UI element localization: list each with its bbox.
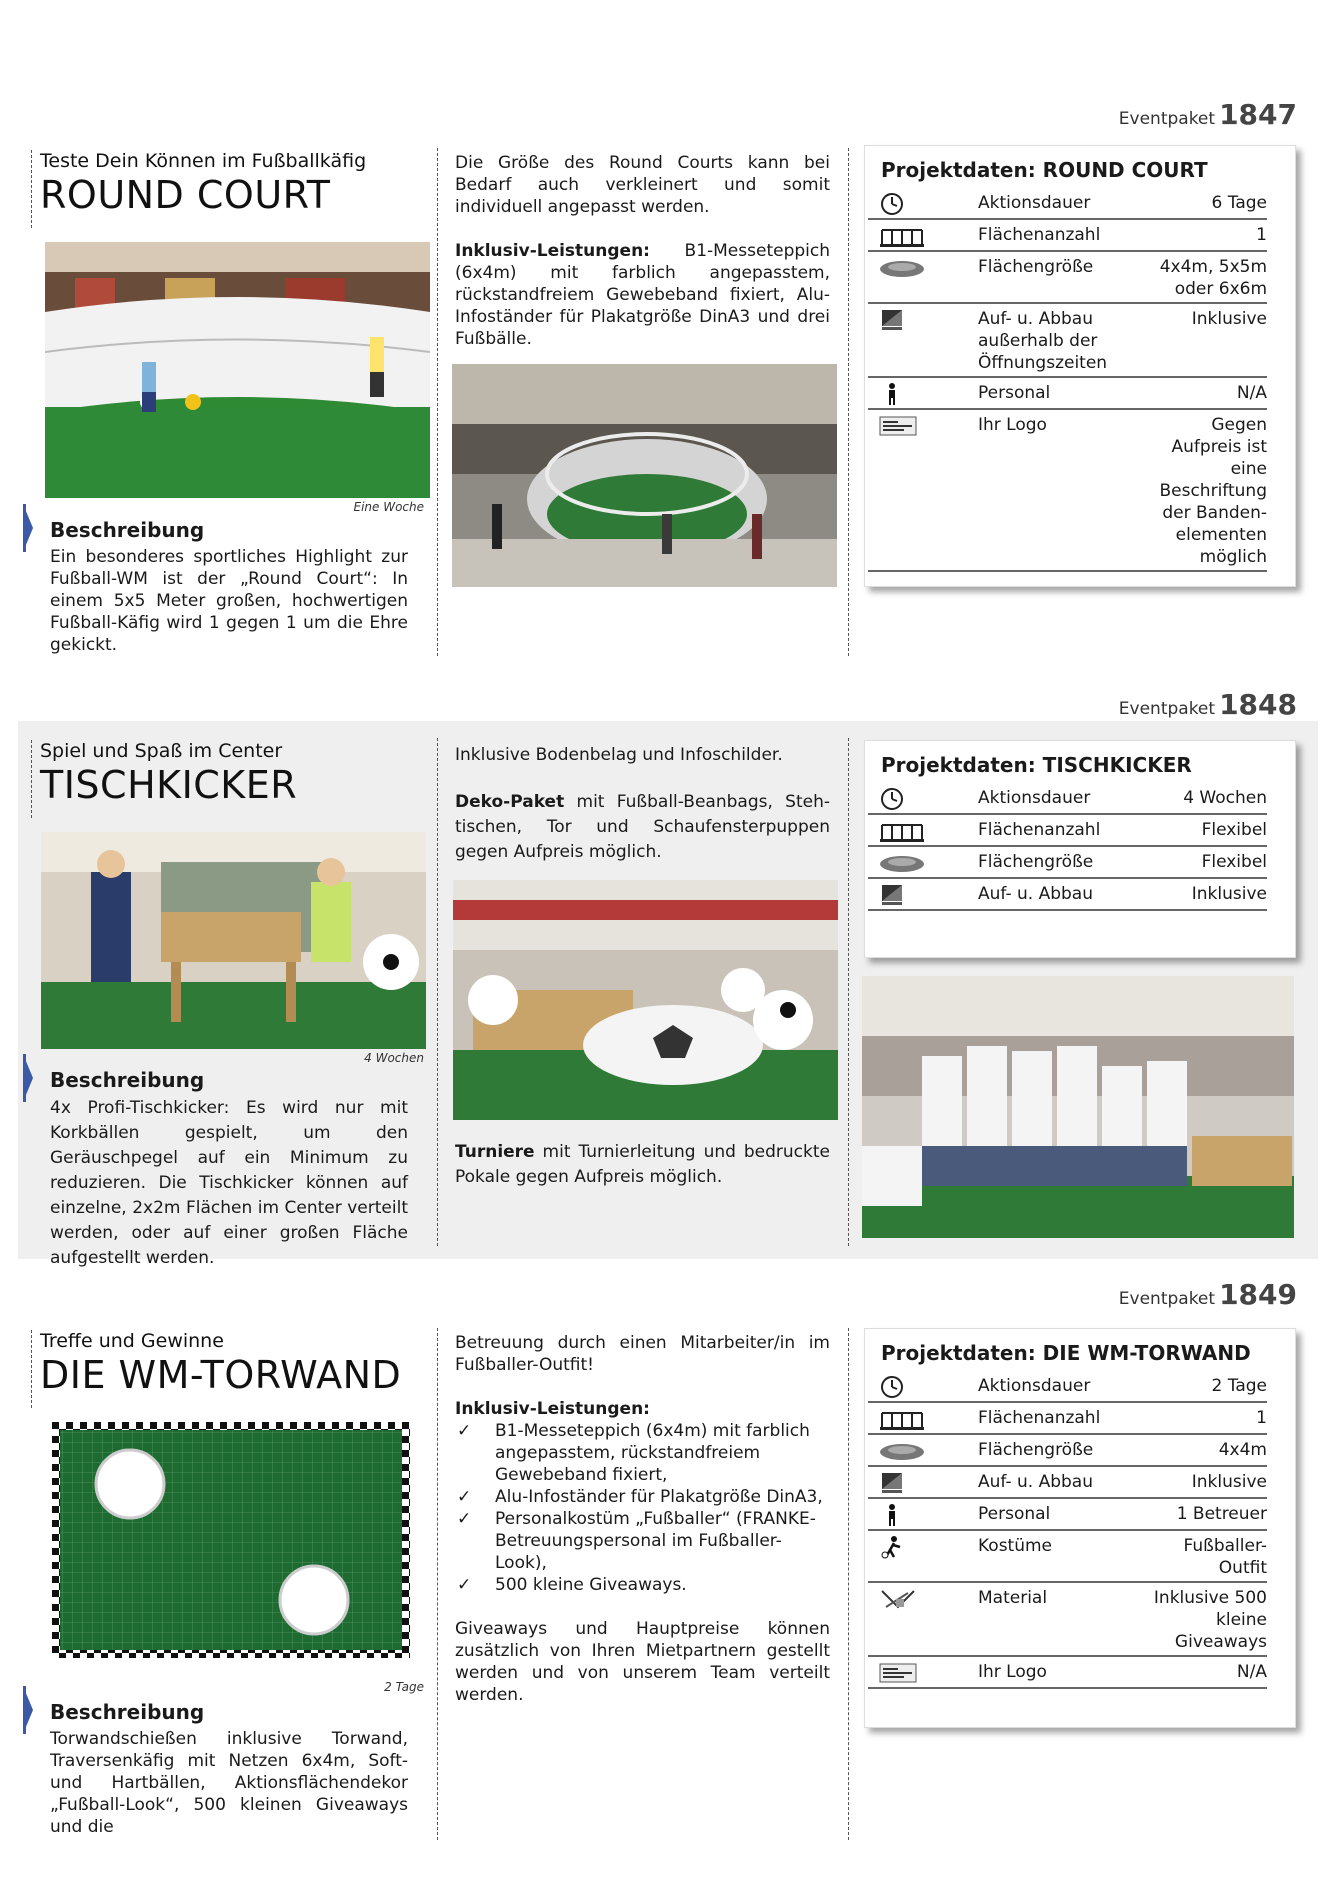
column-divider [437,738,438,1246]
row-value: 4x4m [1218,1440,1267,1460]
description-block [50,518,408,656]
column-divider [437,1328,438,1840]
photo-caption: 2 Tage [384,1680,424,1694]
setup-icon [868,308,978,332]
row-label: Material [978,1588,1048,1608]
data-row [868,188,1267,220]
list-item: ✓ Personalkostüm „Fußballer“ (FRANKE-Betreuungspersonal im Fußballer-Look), [455,1508,830,1574]
column-divider [848,1328,849,1840]
project-data-card [864,1328,1296,1728]
photo-caption: 4 Wochen [364,1051,424,1065]
description-text: 4x Profi-Tischkicker: Es wird nur mit Korkbällen gespielt, um den Geräuschpegel auf ein Minimum zu reduzieren. Die Tischkicker können auf einzelne, 2x2m Flächen im Center verteilt werden, oder auf einer großen Fläche aufgestellt werden. [50,1098,408,1268]
column-divider [848,148,849,656]
row-value: Inklusive 500 kleine Giveaways [1153,1588,1267,1652]
logo-icon [868,414,978,438]
row-label: Ihr Logo [978,415,1047,435]
package-title-block [31,1330,440,1408]
package-label: Eventpaket [1118,109,1216,129]
row-label: Flächengröße [978,852,1094,872]
row-value: 1 [1256,225,1267,245]
package-header [1119,98,1297,131]
round-court-mall-photo [452,364,837,587]
section-marker [23,1054,33,1102]
package-number: 1848 [1219,688,1297,721]
row-value: Gegen Aufpreis ist eine Beschriftung der Banden-elementen möglich [1159,415,1267,567]
description-text: Ein besonderes sportliches Highlight zur Fußball-WM ist der „Round Court“: In einem 5x5 Meter großen, hochwertigen Fußball-Käfig wird 1 gegen 1 um die Ehre gekickt. [50,547,408,655]
package-subtitle: Spiel und Spaß im Center [40,740,283,762]
data-row [868,1583,1267,1657]
area-count-icon [868,224,978,248]
data-row [868,1403,1267,1435]
area-size-icon [868,256,978,280]
area-size-icon [868,851,978,875]
person-icon [868,382,978,406]
row-label: Aktionsdauer [978,1376,1091,1396]
tischkicker-photo [41,832,426,1049]
row-value: N/A [1236,1662,1267,1682]
middle-column [455,152,830,350]
package-subtitle: Treffe und Gewinne [40,1330,224,1352]
info-paragraph: Die Größe des Round Courts kann bei Bedarf auch verkleinert und somit individuell angepasst werden. [455,153,830,217]
project-data-card [864,145,1296,587]
clock-icon [868,1375,978,1399]
info-paragraph: Betreuung durch einen Mitarbeiter/in im Fußballer-Outfit! [455,1333,830,1375]
row-label: Auf- u. Abbau [978,884,1093,904]
project-data-card [864,740,1296,958]
card-title: Projektdaten: ROUND COURT [881,158,1208,182]
data-row [868,879,1267,911]
torwand-illustration [52,1422,410,1658]
photo-caption: Eine Woche [353,500,424,514]
row-value: 1 [1256,1408,1267,1428]
clock-icon [868,787,978,811]
info-paragraph: Inklusive Bodenbelag und Infoschilder. [455,745,783,765]
giveaways-paragraph: Giveaways und Hauptpreise können zusätzlich von Ihren Mietpartnern gestellt werden und von unserem Team verteilt werden. [455,1619,830,1705]
inclusive-text: B1-Messeteppich (6x4m) mit farblich angepasstem, rückstandfreiem Gewebeband fixiert, Alu-Infoständer für Plakatgröße DinA3 und drei Fußbälle. [455,241,830,349]
card-title: Projektdaten: TISCHKICKER [881,753,1192,777]
area-size-icon [868,1439,978,1463]
description-block [50,1700,408,1838]
row-label: Kostüme [978,1536,1053,1556]
package-title: TISCHKICKER [40,763,298,807]
setup-icon [868,883,978,907]
row-value: 2 Tage [1211,1376,1267,1396]
data-row [868,815,1267,847]
deko-text: mit Fußball-Beanbags, Steh-tischen, Tor und Schaufensterpuppen gegen Aufpreis möglich. [455,792,830,862]
data-row [868,1499,1267,1531]
row-label: Auf- u. Abbau außerhalb der Öffnungszeiten [978,309,1108,373]
area-count-icon [868,819,978,843]
section-marker [23,504,33,552]
data-row [868,410,1267,572]
data-row [868,1371,1267,1403]
row-value: Inklusive [1191,309,1267,329]
row-value: 4 Wochen [1183,788,1267,808]
data-row [868,378,1267,410]
package-title-block [31,150,420,228]
inclusive-heading: Inklusiv-Leistungen: [455,1399,650,1419]
list-item: ✓ 500 kleine Giveaways. [455,1574,830,1596]
description-heading: Beschreibung [50,1700,205,1724]
data-row [868,1657,1267,1689]
costume-icon [868,1535,978,1559]
middle-column [455,1332,830,1706]
row-label: Flächengröße [978,257,1094,277]
list-item: ✓ B1-Messeteppich (6x4m) mit farblich angepasstem, rückstandfreiem Gewebeband fixiert, [455,1420,830,1486]
row-value: Inklusive [1191,1472,1267,1492]
description-heading: Beschreibung [50,518,205,542]
row-label: Personal [978,383,1051,403]
data-row [868,220,1267,252]
tournament-text: mit Turnierleitung und bedruckte Pokale gegen Aufpreis möglich. [455,1142,830,1187]
deko-heading: Deko-Paket [455,792,565,812]
logo-icon [868,1661,978,1685]
row-label: Flächenanzahl [978,225,1101,245]
row-label: Personal [978,1504,1051,1524]
inclusive-list [455,1420,830,1596]
row-label: Aktionsdauer [978,788,1091,808]
data-row [868,1531,1267,1583]
package-header [1119,1278,1297,1311]
package-header [1119,688,1297,721]
row-value: 1 Betreuer [1176,1504,1267,1524]
setup-icon [868,1471,978,1495]
tischkicker-team-photo [862,976,1294,1238]
data-row [868,1435,1267,1467]
data-row [868,847,1267,879]
row-value: Fußballer-Outfit [1183,1536,1267,1578]
data-row [868,783,1267,815]
row-label: Flächengröße [978,1440,1094,1460]
row-label: Auf- u. Abbau [978,1472,1093,1492]
package-label: Eventpaket [1118,1289,1216,1309]
inclusive-heading: Inklusiv-Leistungen: [455,241,650,261]
material-icon [868,1587,978,1611]
row-value: 6 Tage [1211,193,1267,213]
package-subtitle: Teste Dein Können im Fußballkäfig [40,150,367,172]
row-value: Flexibel [1201,852,1267,872]
column-divider [437,148,438,656]
package-title: DIE WM-TORWAND [40,1353,402,1397]
person-icon [868,1503,978,1527]
package-title-block [31,740,420,818]
package-label: Eventpaket [1118,699,1216,719]
data-row [868,1467,1267,1499]
row-label: Aktionsdauer [978,193,1091,213]
tournament-heading: Turniere [455,1142,535,1162]
description-text: Torwandschießen inklusive Torwand, Traversenkäfig mit Netzen 6x4m, Soft- und Hartbällen, Aktionsflächendekor „Fußball-Look“, 500 kleinen Giveaways und die [50,1729,408,1837]
row-value: Inklusive [1191,884,1267,904]
data-row [868,304,1267,378]
deko-paragraph [455,790,830,865]
list-item: ✓ Alu-Infoständer für Plakatgröße DinA3, [455,1486,830,1508]
description-heading: Beschreibung [50,1068,205,1092]
section-marker [23,1686,33,1734]
area-count-icon [868,1407,978,1431]
package-title: ROUND COURT [40,173,331,217]
row-value: N/A [1236,383,1267,403]
row-label: Flächenanzahl [978,1408,1101,1428]
data-row [868,252,1267,304]
tournament-paragraph [455,1140,830,1190]
round-court-photo [45,242,430,498]
inclusive-paragraph [455,240,830,350]
description-block [50,1068,408,1271]
tischkicker-setup-photo [453,880,838,1120]
row-value: 4x4m, 5x5m oder 6x6m [1159,257,1267,299]
middle-column [455,743,830,865]
column-divider [848,738,849,1246]
package-number: 1847 [1219,98,1297,131]
row-label: Ihr Logo [978,1662,1047,1682]
row-label: Flächenanzahl [978,820,1101,840]
clock-icon [868,192,978,216]
package-number: 1849 [1219,1278,1297,1311]
card-title: Projektdaten: DIE WM-TORWAND [881,1341,1251,1365]
row-value: Flexibel [1201,820,1267,840]
